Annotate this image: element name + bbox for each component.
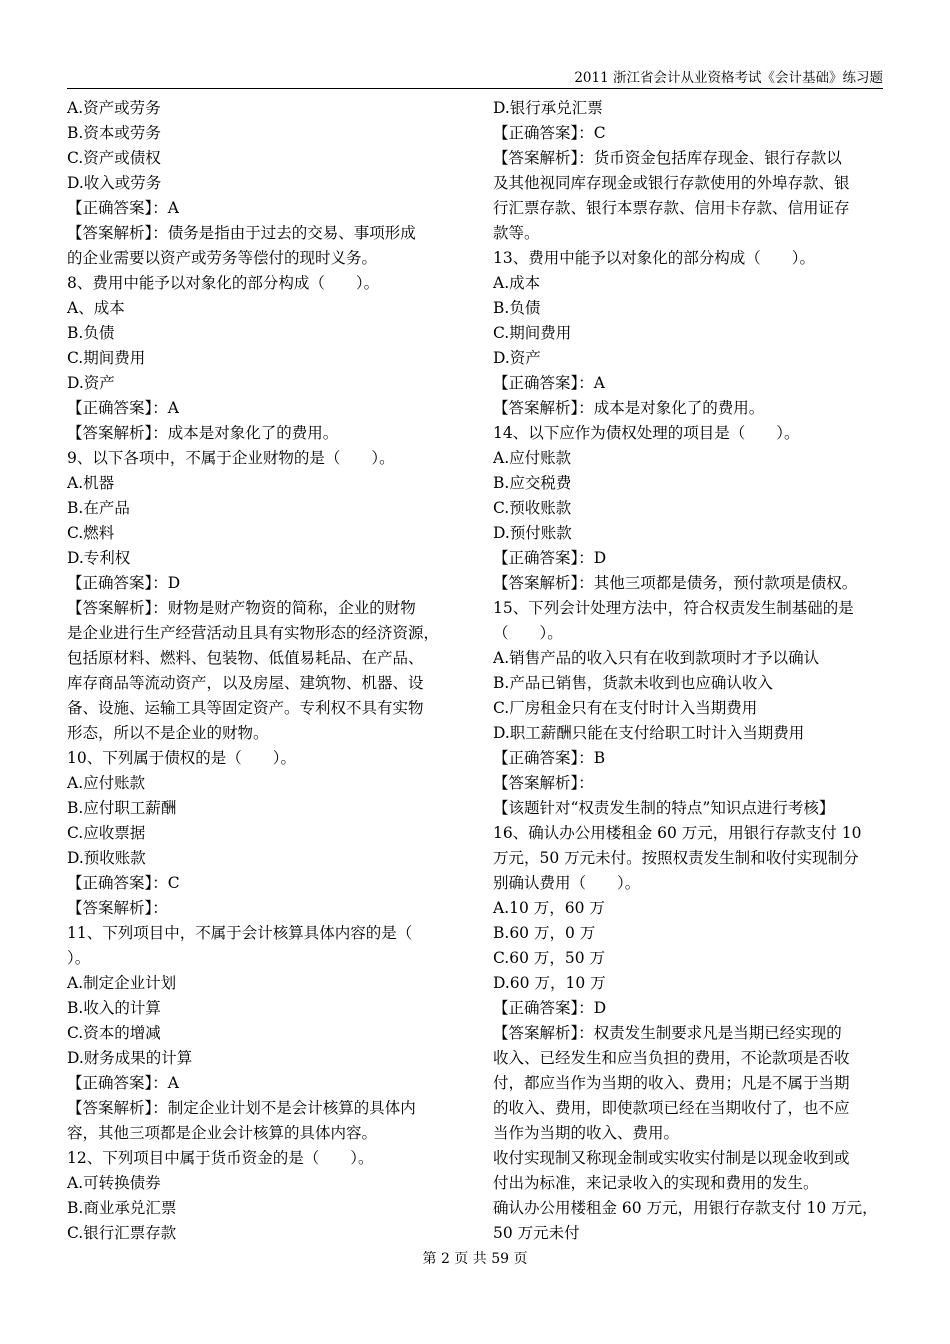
text-line: B.负债	[493, 299, 541, 317]
text-line: C.资产或债权	[67, 149, 161, 167]
text-line: 【正确答案】：C	[493, 124, 606, 142]
text-line: 收入、已经发生和应当负担的费用，不论款项是否收	[493, 1049, 850, 1067]
text-line: 付，都应当作为当期的收入、费用；凡是不属于当期	[493, 1074, 850, 1092]
text-line: 容，其他三项都是企业会计核算的具体内容。	[67, 1124, 378, 1142]
text-line: A.销售产品的收入只有在收到款项时才予以确认	[493, 649, 820, 667]
text-line: 【答案解析】：成本是对象化了的费用。	[67, 424, 339, 442]
text-line: 16、确认办公用楼租金 60 万元，用银行存款支付 10	[493, 824, 862, 842]
text-line: 10、下列属于债权的是（ ）。	[67, 749, 296, 767]
text-line: D.银行承兑汇票	[493, 99, 603, 117]
text-line: 库存商品等流动资产，以及房屋、建筑物、机器、设	[67, 674, 424, 692]
text-line: （ ）。	[493, 624, 563, 642]
text-line: 万元，50 万元未付。按照权责发生制和收付实现制分	[493, 849, 859, 867]
text-line: 的企业需要以资产或劳务等偿付的现时义务。	[67, 249, 378, 267]
text-line: 包括原材料、燃料、包装物、低值易耗品、在产品、	[67, 649, 424, 667]
text-line: A.机器	[67, 474, 115, 492]
text-line: B.收入的计算	[67, 999, 161, 1017]
text-line: 的收入、费用，即使款项已经在当期收付了，也不应	[493, 1099, 850, 1117]
text-line: 【正确答案】：A	[67, 199, 179, 217]
text-line: B.在产品	[67, 499, 130, 517]
text-line: A.成本	[493, 274, 541, 292]
text-line: 及其他视同库存现金或银行存款使用的外埠存款、银	[493, 174, 850, 192]
text-line: 【答案解析】：债务是指由于过去的交易、事项形成	[67, 224, 416, 242]
text-line: D.资产	[67, 374, 115, 392]
text-line: 【答案解析】：	[493, 774, 594, 792]
right-column	[493, 96, 885, 1246]
text-line: C.资本的增减	[67, 1024, 161, 1042]
text-line: ）。	[67, 949, 91, 967]
text-line: C.燃料	[67, 524, 115, 542]
text-line: 【答案解析】：成本是对象化了的费用。	[493, 399, 765, 417]
page-header	[67, 64, 883, 89]
text-line: 【该题针对“权责发生制的特点”知识点进行考核】	[493, 799, 835, 817]
text-line: A、成本	[67, 299, 125, 317]
text-line: 【答案解析】：财物是财产物资的简称，企业的财物	[67, 599, 416, 617]
text-line: 8、费用中能予以对象化的部分构成（ ）。	[67, 274, 380, 292]
text-line: D.收入或劳务	[67, 174, 162, 192]
text-line: B.资本或劳务	[67, 124, 161, 142]
text-line: 款等。	[493, 224, 540, 242]
text-line: D.财务成果的计算	[67, 1049, 193, 1067]
text-line: 【答案解析】：货币资金包括库存现金、银行存款以	[493, 149, 842, 167]
text-line: 【正确答案】：B	[493, 749, 606, 767]
text-line: 【正确答案】：C	[67, 874, 180, 892]
text-line: D.资产	[493, 349, 541, 367]
text-line: 14、以下应作为债权处理的项目是（ ）。	[493, 424, 800, 442]
text-line: 【正确答案】：D	[493, 999, 607, 1017]
text-line: 【答案解析】：制定企业计划不是会计核算的具体内	[67, 1099, 416, 1117]
text-line: 备、设施、运输工具等固定资产。专利权不具有实物	[67, 699, 424, 717]
text-line: 【正确答案】：A	[493, 374, 605, 392]
text-line: C.厂房租金只有在支付时计入当期费用	[493, 699, 758, 717]
text-line: A.制定企业计划	[67, 974, 177, 992]
text-line: 【正确答案】：A	[67, 1074, 179, 1092]
text-line: 付出为标准，来记录收入的实现和费用的发生。	[493, 1174, 819, 1192]
text-line: C.应收票据	[67, 824, 146, 842]
text-line: 当作为当期的收入、费用。	[493, 1124, 680, 1142]
header-title: 2011 浙江省会计从业资格考试《会计基础》练习题	[574, 70, 883, 86]
text-line: C.期间费用	[493, 324, 572, 342]
text-line: 11、下列项目中，不属于会计核算具体内容的是（	[67, 924, 413, 942]
page-footer: 第 2 页 共 59 页	[422, 1251, 528, 1267]
text-line: D.60 万，10 万	[493, 974, 606, 992]
text-line: 【答案解析】：其他三项都是债务，预付款项是债权。	[493, 574, 858, 592]
text-line: A.10 万，60 万	[493, 899, 605, 917]
text-line: B.产品已销售，货款未收到也应确认收入	[493, 674, 773, 692]
text-line: 收付实现制又称现金制或实收实付制是以现金收到或	[493, 1149, 850, 1167]
text-line: C.期间费用	[67, 349, 146, 367]
text-line: D.预收账款	[67, 849, 146, 867]
text-line: C.银行汇票存款	[67, 1224, 177, 1242]
text-line: 形态，所以不是企业的财物。	[67, 724, 269, 742]
text-line: C.预收账款	[493, 499, 572, 517]
left-column	[67, 96, 463, 1246]
text-line: 【正确答案】：D	[493, 549, 607, 567]
text-line: A.应付账款	[67, 774, 146, 792]
text-line: 是企业进行生产经营活动且具有实物形态的经济资源，	[67, 624, 440, 642]
text-line: A.资产或劳务	[67, 99, 161, 117]
text-line: 【正确答案】：A	[67, 399, 179, 417]
text-line: A.应付账款	[493, 449, 572, 467]
text-line: B.应交税费	[493, 474, 572, 492]
text-line: B.负债	[67, 324, 115, 342]
text-line: C.60 万，50 万	[493, 949, 606, 967]
text-line: D.职工薪酬只能在支付给职工时计入当期费用	[493, 724, 805, 742]
text-line: A.可转换债券	[67, 1174, 161, 1192]
text-line: D.预付账款	[493, 524, 572, 542]
text-line: 15、下列会计处理方法中，符合权责发生制基础的是	[493, 599, 854, 617]
text-line: 50 万元未付	[493, 1224, 580, 1242]
text-line: B.应付职工薪酬	[67, 799, 177, 817]
text-line: B.商业承兑汇票	[67, 1199, 177, 1217]
text-line: 【答案解析】：	[67, 899, 168, 917]
text-line: B.60 万，0 万	[493, 924, 596, 942]
text-line: 12、下列项目中属于货币资金的是（ ）。	[67, 1149, 374, 1167]
text-line: D.专利权	[67, 549, 131, 567]
text-line: 别确认费用（ ）。	[493, 874, 641, 892]
text-line: 9、以下各项中，不属于企业财物的是（ ）。	[67, 449, 395, 467]
text-line: 确认办公用楼租金 60 万元，用银行存款支付 10 万元，	[493, 1199, 878, 1217]
text-line: 13、费用中能予以对象化的部分构成（ ）。	[493, 249, 815, 267]
text-line: 行汇票存款、银行本票存款、信用卡存款、信用证存	[493, 199, 850, 217]
text-line: 【答案解析】：权责发生制要求凡是当期已经实现的	[493, 1024, 842, 1042]
text-line: 【正确答案】：D	[67, 574, 181, 592]
